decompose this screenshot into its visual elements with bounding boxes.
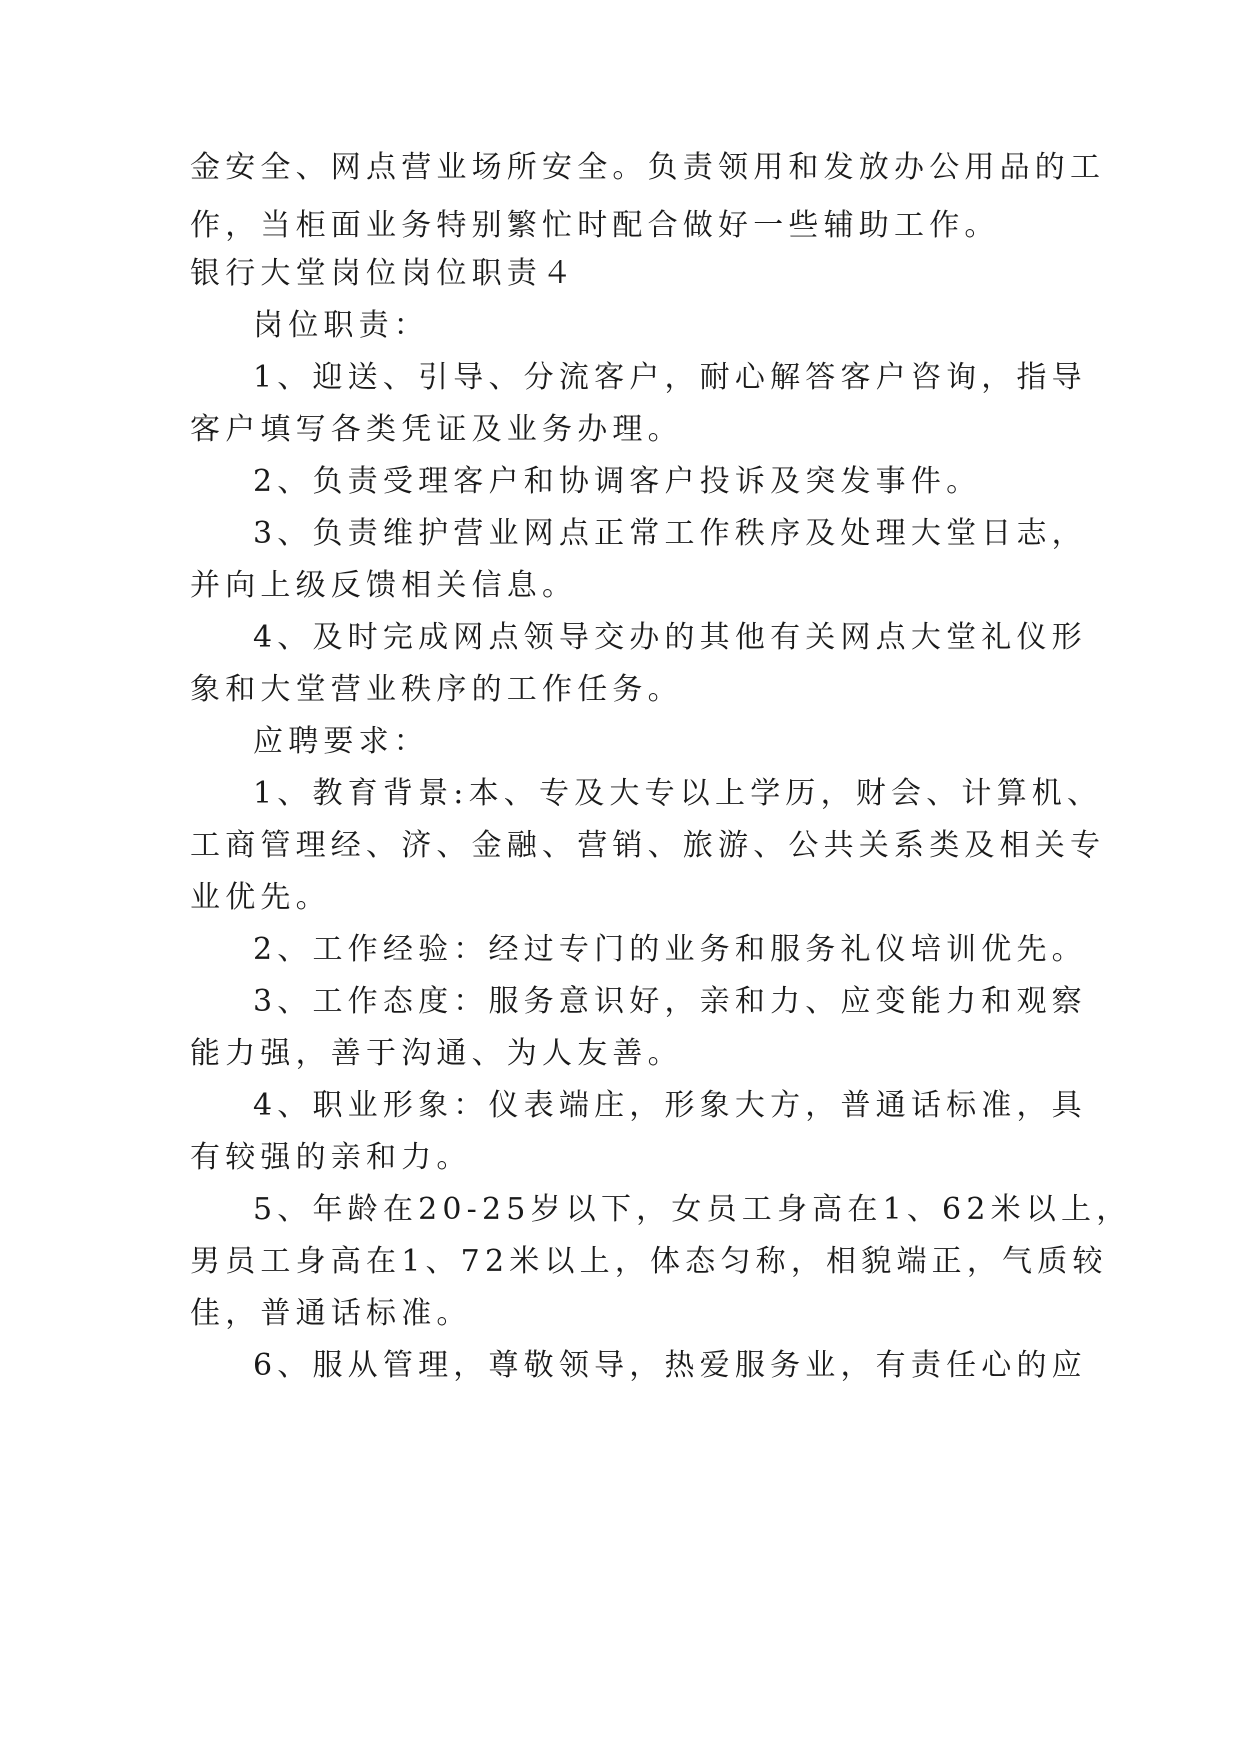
list-item: 1、迎送、引导、分流客户，耐心解答客户咨询，指导 bbox=[253, 360, 1087, 395]
list-item: 5、年龄在20-25岁以下，女员工身高在1、62米以上， bbox=[253, 1192, 1132, 1227]
list-item-continuation: 有较强的亲和力。 bbox=[190, 1140, 472, 1175]
list-item-continuation: 并向上级反馈相关信息。 bbox=[190, 568, 578, 603]
paragraph-line: 金安全、网点营业场所安全。负责领用和发放办公用品的工 bbox=[190, 150, 1106, 185]
paragraph-line: 作，当柜面业务特别繁忙时配合做好一些辅助工作。 bbox=[190, 208, 1000, 243]
list-item: 1、教育背景:本、专及大专以上学历，财会、计算机、 bbox=[253, 776, 1103, 811]
list-item-continuation: 象和大堂营业秩序的工作任务。 bbox=[190, 672, 683, 707]
list-item-continuation: 工商管理经、济、金融、营销、旅游、公共关系类及相关专 bbox=[190, 828, 1106, 863]
list-item-continuation: 男员工身高在1、72米以上，体态匀称，相貌端正，气质较 bbox=[190, 1244, 1108, 1279]
list-item: 2、工作经验：经过专门的业务和服务礼仪培训优先。 bbox=[253, 932, 1087, 967]
list-item: 6、服从管理，尊敬领导，热爱服务业，有责任心的应 bbox=[253, 1348, 1087, 1383]
list-item-continuation: 业优先。 bbox=[190, 880, 331, 915]
subheading-duties: 岗位职责： bbox=[253, 308, 429, 343]
list-item: 4、及时完成网点领导交办的其他有关网点大堂礼仪形 bbox=[253, 620, 1087, 655]
section-heading: 银行大堂岗位岗位职责４ bbox=[190, 256, 578, 291]
list-item: 3、负责维护营业网点正常工作秩序及处理大堂日志， bbox=[253, 516, 1087, 551]
subheading-requirements: 应聘要求： bbox=[253, 724, 429, 759]
list-item: 4、职业形象：仪表端庄，形象大方，普通话标准，具 bbox=[253, 1088, 1087, 1123]
list-item-continuation: 佳，普通话标准。 bbox=[190, 1296, 472, 1331]
list-item: 3、工作态度：服务意识好，亲和力、应变能力和观察 bbox=[253, 984, 1087, 1019]
list-item-continuation: 能力强，善于沟通、为人友善。 bbox=[190, 1036, 683, 1071]
list-item-continuation: 客户填写各类凭证及业务办理。 bbox=[190, 412, 683, 447]
list-item: 2、负责受理客户和协调客户投诉及突发事件。 bbox=[253, 464, 982, 499]
